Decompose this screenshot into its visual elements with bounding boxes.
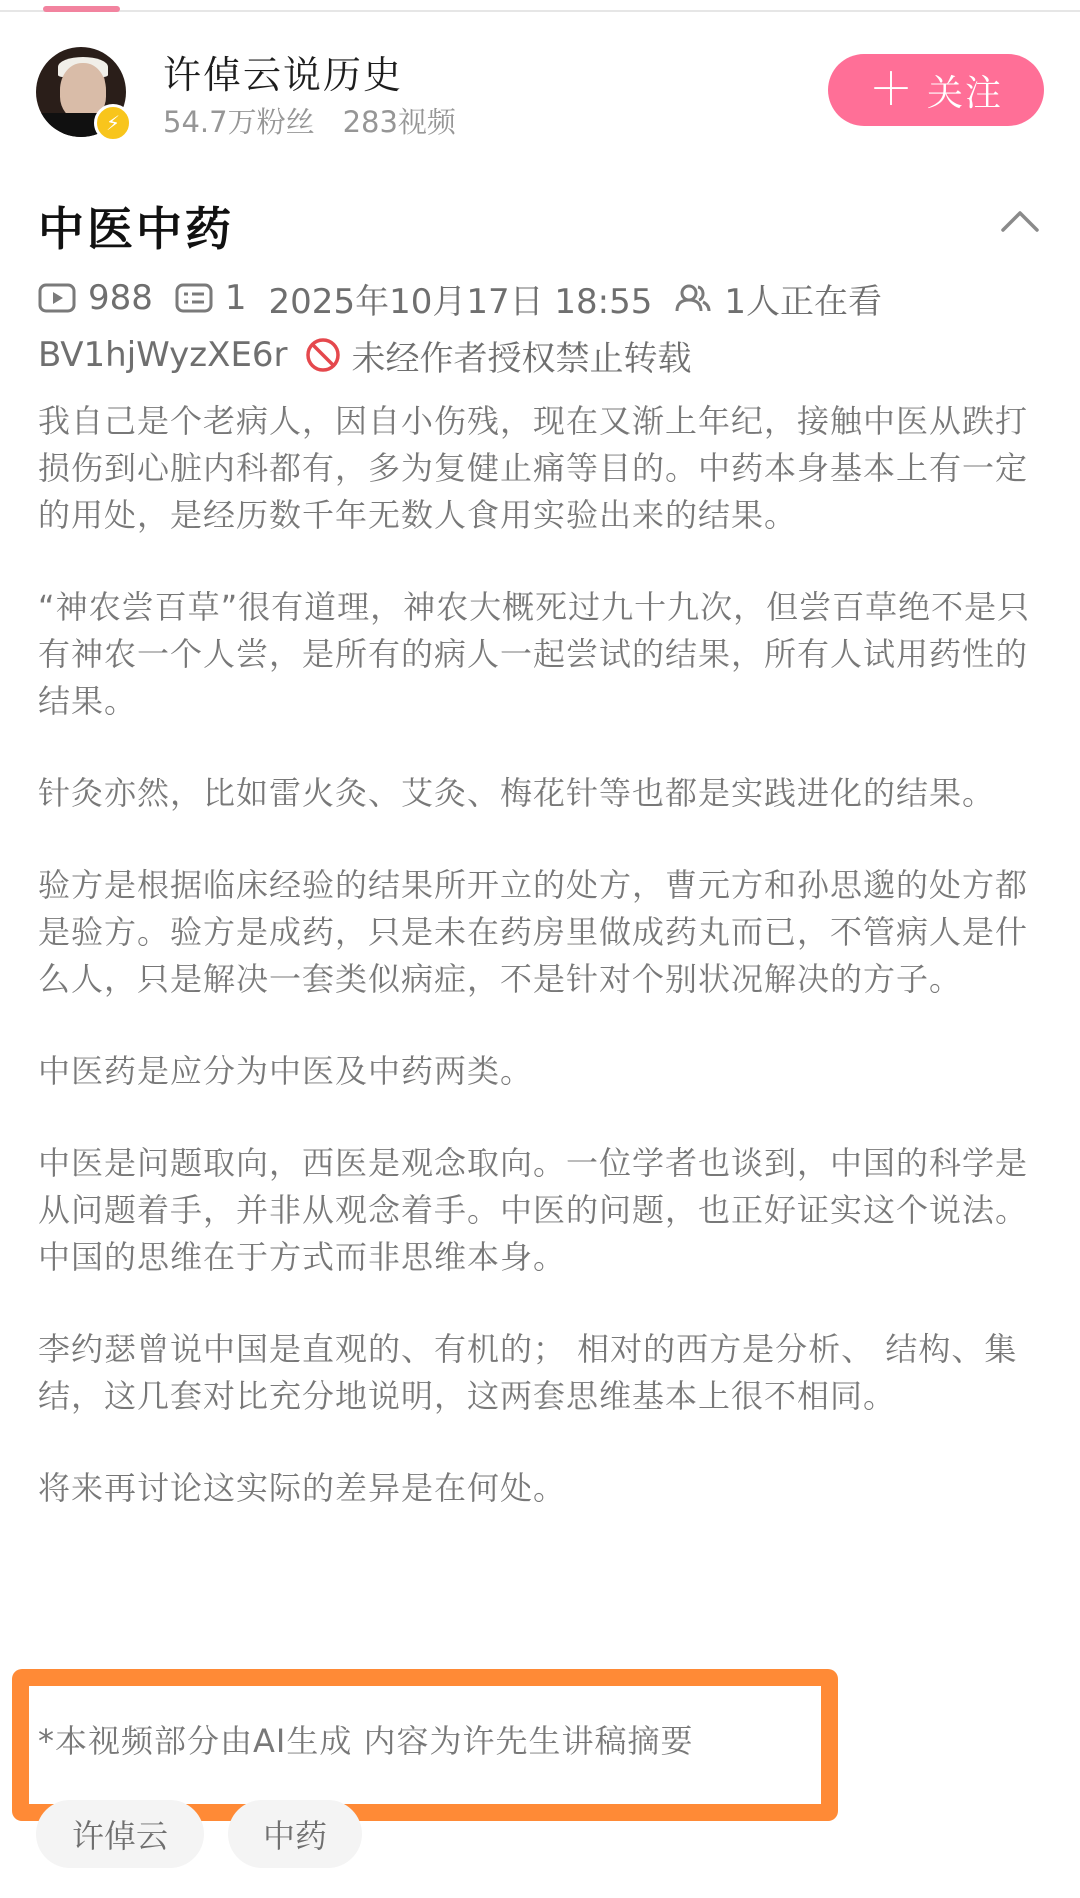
- view-count: 988: [88, 278, 153, 318]
- chevron-up-icon[interactable]: [999, 204, 1041, 236]
- watching-count: 1人正在看: [724, 281, 883, 322]
- description-paragraph: 针灸亦然，比如雷火灸、艾灸、梅花针等也都是实践进化的结果。: [38, 774, 996, 812]
- tab-indicator: [43, 6, 120, 12]
- description-paragraph: 我自己是个老病人，因自小伤残，现在又渐上年纪，接触中医从跌打损伤到心脏内科都有，多为复健止痛等目的。中药本身基本上有一定的用处，是经历数千年无数人食用实验出来的结果。: [38, 402, 1029, 534]
- danmaku-count: 1: [224, 278, 247, 318]
- author-name[interactable]: 许倬云说历史: [163, 53, 404, 97]
- video-count: 283视频: [342, 105, 456, 139]
- author-stats: [163, 100, 456, 141]
- follow-label: 关注: [926, 72, 1003, 114]
- video-meta-row: [38, 275, 882, 321]
- viewers-icon: [674, 282, 712, 314]
- repost-notice: 未经作者授权禁止转载: [351, 338, 692, 379]
- tag-chip[interactable]: 中药: [228, 1800, 362, 1868]
- no-repost-icon: [304, 336, 342, 374]
- ai-generated-note: *本视频部分由AI生成 内容为许先生讲稿摘要: [38, 1722, 694, 1760]
- follow-button[interactable]: [828, 54, 1044, 126]
- description-paragraph: “神农尝百草”很有道理，神农大概死过九十九次，但尝百草绝不是只有神农一个人尝，是所有的病人一起尝试的结果，所有人试用药性的结果。: [38, 588, 1031, 720]
- description-paragraph: 将来再讨论这实际的差异是在何处。: [38, 1469, 567, 1507]
- description-paragraph: 李约瑟曾说中国是直观的、有机的； 相对的西方是分析、 结构、集结，这几套对比充分地说明，这两套思维基本上很不相同。: [38, 1330, 1018, 1415]
- description-paragraph: 中医是问题取向，西医是观念取向。一位学者也谈到，中国的科学是从问题着手，并非从观念着手。中医的问题，也正好证实这个说法。中国的思维在于方式而非思维本身。: [38, 1144, 1029, 1276]
- video-description: [38, 398, 1046, 1557]
- plus-icon: ＋: [868, 64, 915, 115]
- tag-chip[interactable]: 许倬云: [36, 1800, 204, 1868]
- top-divider: [0, 10, 1080, 12]
- verified-badge-icon: ⚡: [94, 104, 132, 142]
- video-title: 中医中药: [38, 202, 234, 256]
- bvid[interactable]: BV1hjWyzXE6r: [38, 335, 288, 375]
- publish-time: 2025年10月17日 18:55: [268, 281, 653, 322]
- description-paragraph: 中医药是应分为中医及中药两类。: [38, 1052, 534, 1090]
- danmaku-icon: [175, 282, 213, 314]
- description-paragraph: 验方是根据临床经验的结果所开立的处方，曹元方和孙思邈的处方都是验方。验方是成药，只是未在药房里做成药丸而已，不管病人是什么人，只是解决一套类似病症，不是针对个别状况解决的方子。: [38, 866, 1029, 998]
- play-count-icon: [38, 282, 76, 314]
- bvid-row: [38, 332, 692, 378]
- fans-count: 54.7万粉丝: [163, 105, 315, 139]
